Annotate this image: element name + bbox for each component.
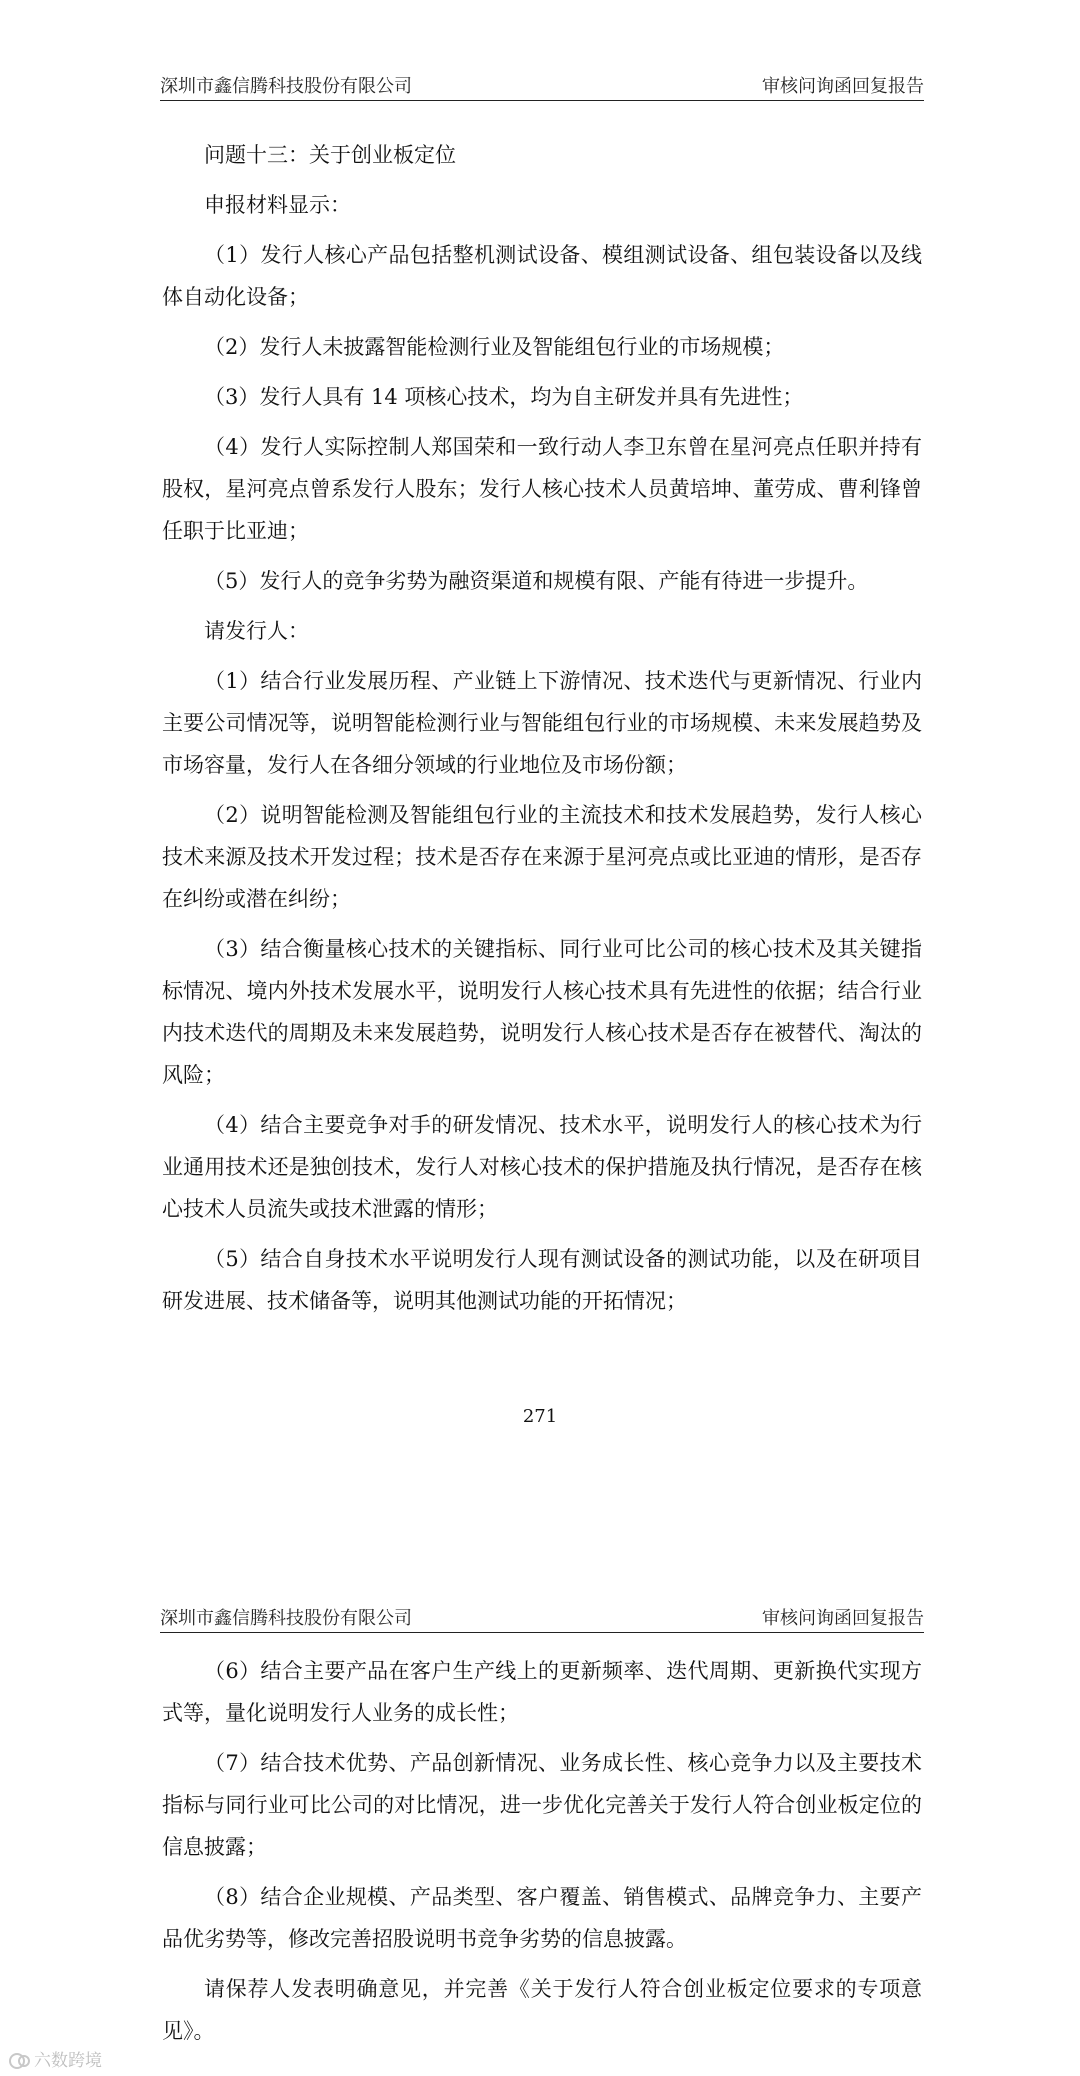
- watermark-text: 六数跨境: [34, 2051, 102, 2071]
- paragraph: （5）结合自身技术水平说明发行人现有测试设备的测试功能，以及在研项目研发进展、技术储备等，说明其他测试功能的开拓情况；: [162, 1247, 922, 1313]
- paragraph: 申报材料显示：: [204, 193, 351, 217]
- header-company: 深圳市鑫信腾科技股份有限公司: [160, 76, 412, 97]
- watermark: [8, 2046, 102, 2071]
- header-company: 深圳市鑫信腾科技股份有限公司: [160, 1608, 412, 1629]
- paragraph: （2）发行人未披露智能检测行业及智能组包行业的市场规模；: [204, 335, 785, 359]
- paragraph: 请发行人：: [204, 619, 309, 643]
- header-report-title: 审核问询函回复报告: [762, 76, 924, 97]
- paragraph: 请保荐人发表明确意见，并完善《关于发行人符合创业板定位要求的专项意见》。: [162, 1977, 922, 2043]
- paragraph: （3）结合衡量核心技术的关键指标、同行业可比公司的核心技术及其关键指标情况、境内外技术发展水平，说明发行人核心技术具有先进性的依据；结合行业内技术迭代的周期及未来发展趋势，说明发行人核心技术是否存在被替代、淘汰的风险；: [162, 937, 922, 1087]
- paragraph: （1）发行人核心产品包括整机测试设备、模组测试设备、组包装设备以及线体自动化设备；: [162, 243, 922, 309]
- paragraph: （3）发行人具有 14 项核心技术，均为自主研发并具有先进性；: [204, 385, 804, 409]
- page-header: [160, 64, 924, 101]
- paragraph: （4）结合主要竞争对手的研发情况、技术水平，说明发行人的核心技术为行业通用技术还是独创技术，发行人对核心技术的保护措施及执行情况，是否存在核心技术人员流失或技术泄露的情形；: [162, 1113, 922, 1221]
- page-header: [160, 1596, 924, 1633]
- paragraph: （1）结合行业发展历程、产业链上下游情况、技术迭代与更新情况、行业内主要公司情况等，说明智能检测行业与智能组包行业的市场规模、未来发展趋势及市场容量，发行人在各细分领域的行业地位及市场份额；: [162, 669, 922, 777]
- paragraph: （4）发行人实际控制人郑国荣和一致行动人李卫东曾在星河亮点任职并持有股权，星河亮点曾系发行人股东；发行人核心技术人员黄培坤、董劳成、曹利锋曾任职于比亚迪；: [162, 435, 922, 543]
- page-2-body: [162, 1650, 922, 2052]
- page-number: 271: [522, 1406, 558, 1427]
- watermark-logo-icon: [8, 2050, 30, 2068]
- paragraph: （6）结合主要产品在客户生产线上的更新频率、迭代周期、更新换代实现方式等，量化说明发行人业务的成长性；: [162, 1659, 922, 1725]
- paragraph: （8）结合企业规模、产品类型、客户覆盖、销售模式、品牌竞争力、主要产品优劣势等，修改完善招股说明书竞争劣势的信息披露。: [162, 1885, 922, 1951]
- paragraph: （2）说明智能检测及智能组包行业的主流技术和技术发展趋势，发行人核心技术来源及技术开发过程；技术是否存在来源于星河亮点或比亚迪的情形，是否存在纠纷或潜在纠纷；: [162, 803, 922, 911]
- header-report-title: 审核问询函回复报告: [762, 1608, 924, 1629]
- page-1-body: [162, 134, 922, 1322]
- paragraph: （7）结合技术优势、产品创新情况、业务成长性、核心竞争力以及主要技术指标与同行业可比公司的对比情况，进一步优化完善关于发行人符合创业板定位的信息披露；: [162, 1751, 922, 1859]
- paragraph: （5）发行人的竞争劣势为融资渠道和规模有限、产能有待进一步提升。: [204, 569, 869, 593]
- question-title: 问题十三：关于创业板定位: [204, 143, 456, 167]
